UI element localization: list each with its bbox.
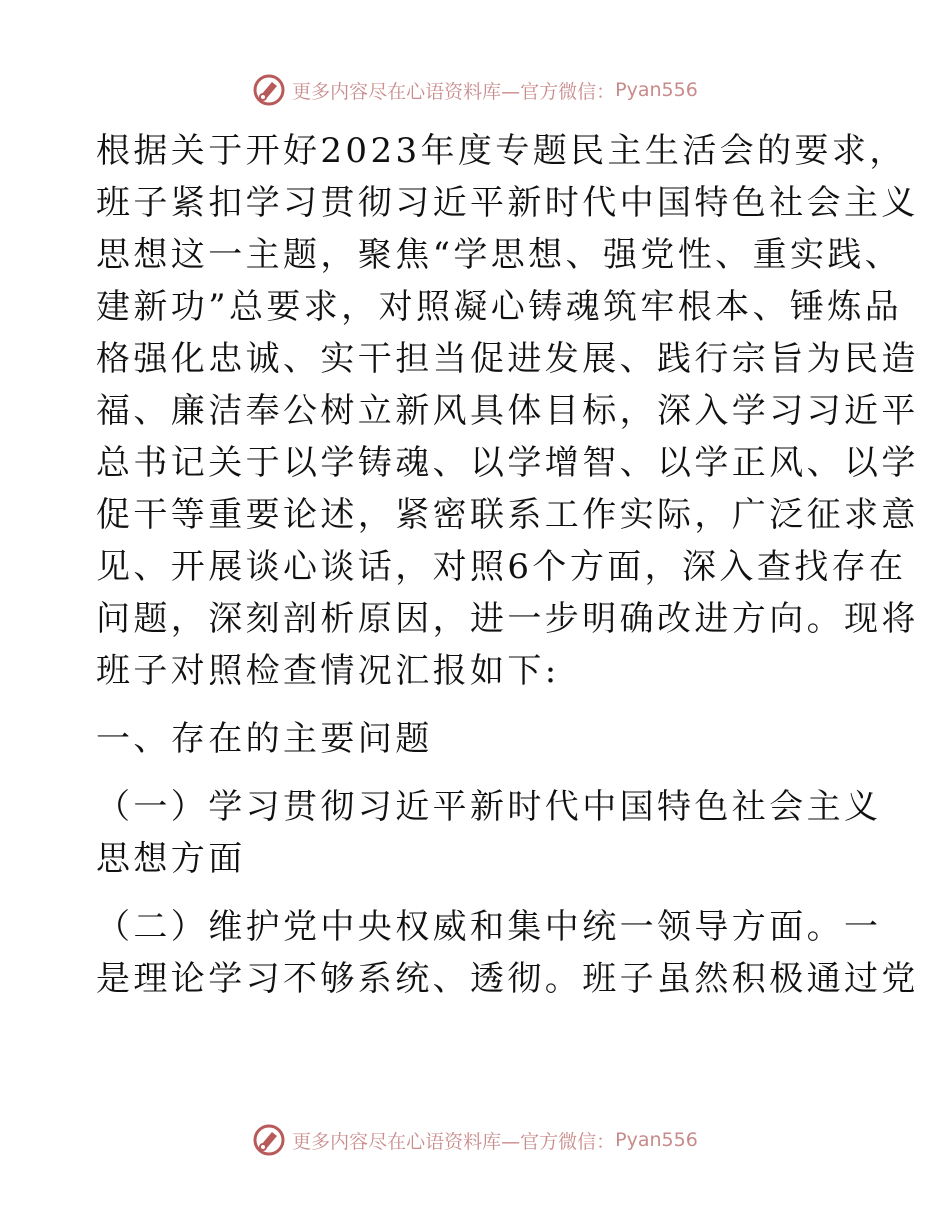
text-line: 促干等重要论述，紧密联系工作实际，广泛征求意: [96, 495, 919, 535]
intro-paragraph: [96, 125, 919, 697]
text-line: 根据关于开好2023年度专题民主生活会的要求，: [96, 131, 907, 171]
text-line: 是理论学习不够系统、透彻。班子虽然积极通过党: [96, 959, 919, 999]
subsection-2: [96, 901, 919, 1005]
text-line: 总书记关于以学铸魂、以学增智、以学正风、以学: [96, 443, 919, 483]
text-line: 班子紧扣学习贯彻习近平新时代中国特色社会主义: [96, 183, 919, 223]
logo-icon: [252, 73, 286, 107]
watermark-text: 更多内容尽在心语资料库—官方微信：: [292, 80, 616, 103]
text-line: （二）维护党中央权威和集中统一领导方面。一: [96, 907, 882, 947]
text-line: 班子对照检查情况汇报如下:: [96, 651, 560, 691]
subsection-1: [96, 781, 882, 885]
watermark-footer: [0, 1120, 950, 1160]
text-line: 建新功”总要求，对照凝心铸魂筑牢根本、锤炼品: [96, 287, 903, 327]
watermark-wechat-id: Pyan556: [615, 79, 698, 101]
text-line: 格强化忠诚、实干担当促进发展、践行宗旨为民造: [96, 339, 919, 379]
logo-icon: [252, 1123, 286, 1157]
watermark-wechat-id: Pyan556: [615, 1129, 698, 1151]
text-line: 福、廉洁奉公树立新风具体目标，深入学习习近平: [96, 391, 919, 431]
heading-main-problems: 一、存在的主要问题: [96, 719, 433, 759]
section-heading: [96, 713, 856, 765]
text-line: 问题，深刻剖析原因，进一步明确改进方向。现将: [96, 599, 919, 639]
text-line: 思想方面: [96, 839, 246, 879]
document-body: [96, 125, 919, 1005]
text-line: 见、开展谈心谈话，对照6个方面，深入查找存在: [96, 547, 907, 587]
watermark-header: [0, 70, 950, 110]
text-line: （一）学习贯彻习近平新时代中国特色社会主义: [96, 787, 882, 827]
watermark-text: 更多内容尽在心语资料库—官方微信：: [292, 1130, 616, 1153]
text-line: 思想这一主题，聚焦“学思想、强党性、重实践、: [96, 235, 903, 275]
